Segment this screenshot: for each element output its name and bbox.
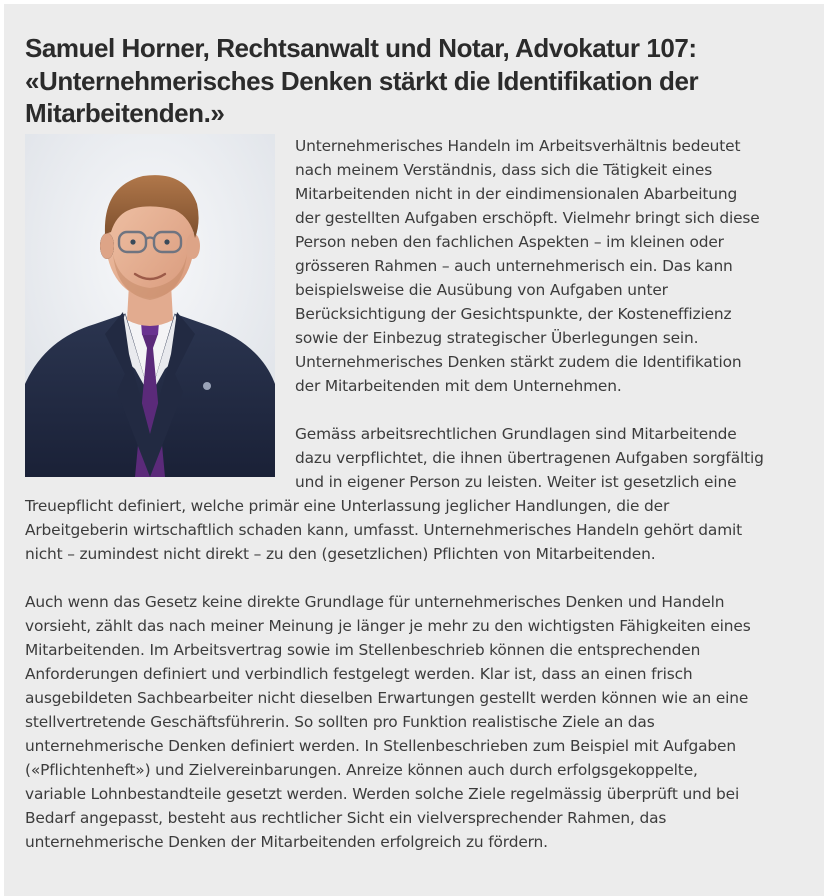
- title-line: «Unternehmerisches Denken stärkt die Identifikation der: [25, 65, 699, 96]
- text-line: nicht – zumindest nicht direkt – zu den (gesetzlichen) Pflichten von Mitarbeitenden.: [25, 544, 656, 563]
- title-line: Mitarbeitenden.»: [25, 98, 225, 128]
- text-line: der Mitarbeitenden mit dem Unternehmen.: [295, 376, 622, 395]
- text-line: Unternehmerisches Handeln im Arbeitsverhältnis bedeutet: [295, 136, 741, 155]
- title-line: Samuel Horner, Rechtsanwalt und Notar, Advokatur 107:: [25, 33, 697, 63]
- text-line: der gestellten Aufgaben erschöpft. Vielmehr bringt sich diese: [295, 208, 760, 227]
- article-panel: [4, 4, 824, 896]
- text-line: Person neben den fachlichen Aspekten – im kleinen oder: [295, 232, 724, 251]
- text-line: unternehmerische Denken der Mitarbeitenden erfolgreich zu fördern.: [25, 832, 548, 851]
- text-line: dazu verpflichtet, die ihnen übertragenen Aufgaben sorgfältig: [295, 448, 764, 467]
- text-line: Mitarbeitenden. Im Arbeitsvertrag sowie im Stellenbeschrieb können die entsprechenden: [25, 640, 701, 659]
- text-line: ausgebildeten Sachbearbeiter nicht dieselben Erwartungen gestellt werden können wie an eine: [25, 688, 749, 707]
- text-line: nach meinem Verständnis, dass sich die Tätigkeit eines: [295, 160, 713, 179]
- article-body: [25, 134, 805, 854]
- text-line: Unternehmerisches Denken stärkt zudem die Identifikation: [295, 352, 742, 371]
- text-line: vorsieht, zählt das nach meiner Meinung je länger je mehr zu den wichtigsten Fähigkeiten eines: [25, 616, 751, 635]
- text-line: stellvertretende Geschäftsführerin. So sollten pro Funktion realistische Ziele an das: [25, 712, 655, 731]
- text-line: beispielsweise die Ausübung von Aufgaben unter: [295, 280, 668, 299]
- text-line: Auch wenn das Gesetz keine direkte Grundlage für unternehmerisches Denken und Handeln: [25, 592, 725, 611]
- paragraph-3: [25, 590, 805, 854]
- text-line: Bedarf angepasst, besteht aus rechtlicher Sicht ein vielversprechender Rahmen, das: [25, 808, 667, 827]
- text-line: grösseren Rahmen – auch unternehmerisch ein. Das kann: [295, 256, 733, 275]
- portrait-image: [25, 134, 275, 477]
- article: [25, 32, 805, 854]
- text-line: sowie der Einbezug strategischer Überlegungen sein.: [295, 328, 699, 347]
- text-line: Berücksichtigung der Gesichtspunkte, der Kosteneffizienz: [295, 304, 732, 323]
- text-line: Anforderungen definiert und verbindlich festgelegt werden. Klar ist, dass an einen frisch: [25, 664, 693, 683]
- text-line: Mitarbeitenden nicht in der eindimensionalen Abarbeitung: [295, 184, 738, 203]
- text-line: Gemäss arbeitsrechtlichen Grundlagen sind Mitarbeitende: [295, 424, 737, 443]
- text-line: Arbeitgeberin wirtschaftlich schaden kann, umfasst. Unternehmerisches Handeln gehört damit: [25, 520, 743, 539]
- article-title: [25, 32, 805, 130]
- text-line: («Pflichtenheft») und Zielvereinbarungen. Anreize können auch durch erfolgsgekoppelte,: [25, 760, 698, 779]
- text-line: Treuepflicht definiert, welche primär eine Unterlassung jeglicher Handlungen, die der: [25, 496, 670, 515]
- text-line: variable Lohnbestandteile gesetzt werden. Werden solche Ziele regelmässig überprüft und bei: [25, 784, 740, 803]
- text-line: und in eigener Person zu leisten. Weiter ist gesetzlich eine: [295, 472, 737, 491]
- portrait-photo: [25, 134, 275, 477]
- text-line: unternehmerische Denken definiert werden. In Stellenbeschrieben zum Beispiel mit Aufgaben: [25, 736, 736, 755]
